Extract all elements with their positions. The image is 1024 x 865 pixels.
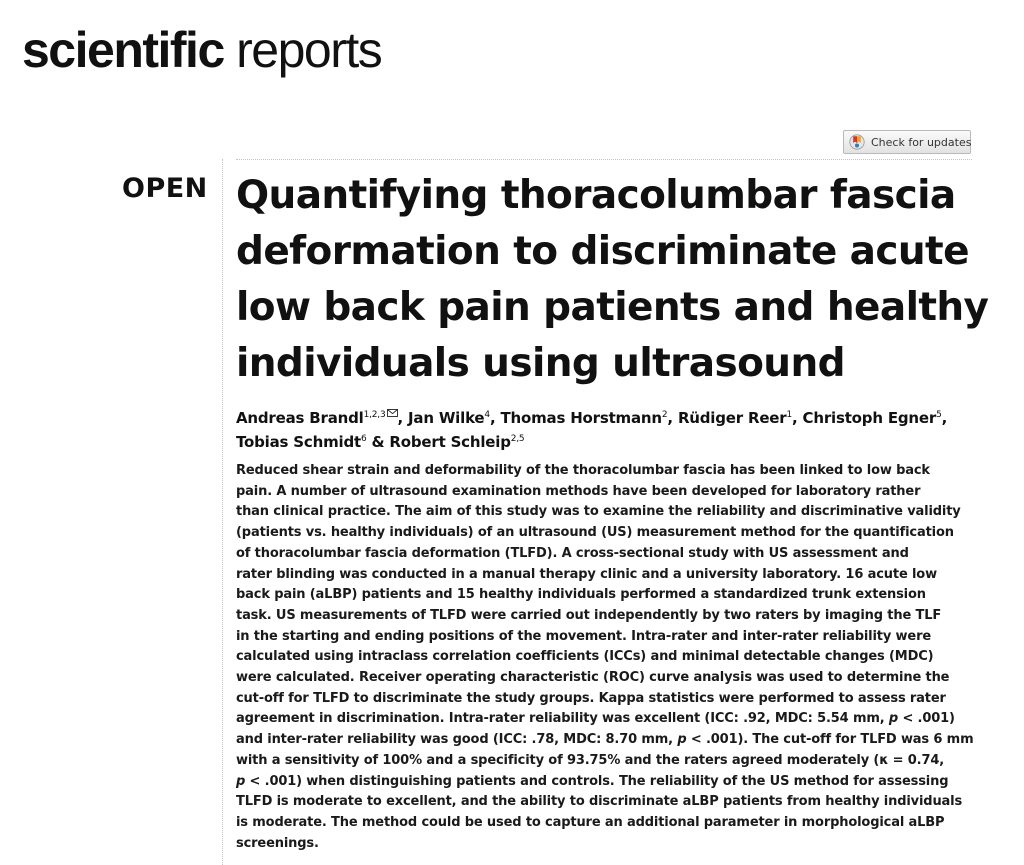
abstract-line: p < .001) when distinguishing patients and controls. The reliability of the US method for assessing (236, 773, 949, 789)
author-name[interactable]: Tobias Schmidt (236, 433, 361, 451)
check-for-updates-button[interactable] (843, 130, 971, 154)
abstract-line: back pain (aLBP) patients and 15 healthy individuals performed a standardized trunk extension (236, 587, 926, 603)
author-affiliation[interactable]: 2,5 (510, 434, 525, 444)
abstract-line: (patients vs. healthy individuals) of an ultrasound (US) measurement method for the quantification (236, 525, 954, 541)
author-separator: , (489, 409, 501, 427)
email-icon[interactable] (387, 400, 398, 424)
abstract-line: TLFD is moderate to excellent, and the ability to discriminate aLBP patients from healthy individuals (236, 794, 963, 810)
open-access-label: OPEN (122, 173, 208, 204)
abstract-line: cut-off for TLFD to discriminate the study groups. Kappa statistics were performed to assess rater (236, 690, 946, 706)
abstract-line: and inter-rater reliability was good (ICC: .78, MDC: 8.70 mm, p < .001). The cut-off for TLFD was 6 mm (236, 732, 974, 748)
author-name[interactable]: Robert Schleip (389, 433, 511, 451)
abstract-line: in the starting and ending positions of the movement. Intra-rater and inter-rater reliability were (236, 628, 932, 644)
author-separator: , (397, 409, 409, 427)
author-name[interactable]: Rüdiger Reer (677, 409, 787, 427)
author-affiliation[interactable]: 1,2,3 (363, 410, 386, 420)
abstract-line: agreement in discrimination. Intra-rater reliability was excellent (ICC: .92, MDC: 5.54 mm, p < .001) (236, 711, 955, 727)
abstract-line: were calculated. Receiver operating characteristic (ROC) curve analysis was used to determine the (236, 670, 950, 686)
author-affiliation[interactable]: 5 (936, 410, 942, 420)
author-affiliation[interactable]: 1 (786, 410, 793, 420)
abstract-line: of thoracolumbar fascia deformation (TLFD). A cross-sectional study with US assessment and (236, 545, 909, 561)
author-name[interactable]: Christoph Egner (802, 409, 937, 427)
author-separator: , (792, 409, 803, 427)
abstract-line: pain. A number of ultrasound examination methods have been developed for laboratory rather (236, 483, 921, 499)
author-name[interactable]: Andreas Brandl (236, 409, 364, 427)
check-for-updates-label: Check for updates (871, 135, 972, 149)
abstract-line: task. US measurements of TLFD were carried out independently by two raters by imaging the TLF (236, 607, 942, 623)
author-separator: , (667, 409, 678, 427)
crossmark-icon (849, 134, 865, 150)
abstract-line: calculated using intraclass correlation coefficients (ICCs) and minimal detectable changes (MDC) (236, 649, 934, 665)
author-name[interactable]: Thomas Horstmann (500, 409, 662, 427)
author-separator: & (366, 433, 390, 451)
journal-name-bold: scientific (22, 22, 224, 78)
abstract-line: rater blinding was conducted in a manual therapy clinic and a university laboratory. 16 acute low (236, 566, 937, 582)
author-list (236, 400, 976, 454)
author-affiliation[interactable]: 4 (484, 410, 490, 420)
author-name[interactable]: Jan Wilke (408, 409, 485, 427)
abstract-line: Reduced shear strain and deformability of the thoracolumbar fascia has been linked to low back (236, 463, 930, 478)
article-title: Quantifying thoracolumbar fascia deformation to discriminate acute low back pain patients and healthy individuals using ultrasound (236, 173, 989, 386)
abstract (236, 461, 976, 854)
author-separator: , (941, 409, 948, 427)
journal-logo[interactable] (22, 22, 381, 78)
author-affiliation[interactable]: 6 (360, 434, 367, 444)
abstract-line: than clinical practice. The aim of this study was to examine the reliability and discriminative validity (236, 504, 961, 520)
abstract-line: with a sensitivity of 100% and a specificity of 93.75% and the raters agreed moderately (κ = 0.74, (236, 752, 945, 768)
margin-divider (222, 159, 223, 865)
author-affiliation[interactable]: 2 (661, 410, 668, 420)
abstract-line: is moderate. The method could be used to capture an additional parameter in morphological aLBP (236, 814, 945, 830)
abstract-line: screenings. (236, 835, 319, 851)
header-divider (236, 159, 972, 160)
journal-name-light: reports (236, 22, 382, 78)
